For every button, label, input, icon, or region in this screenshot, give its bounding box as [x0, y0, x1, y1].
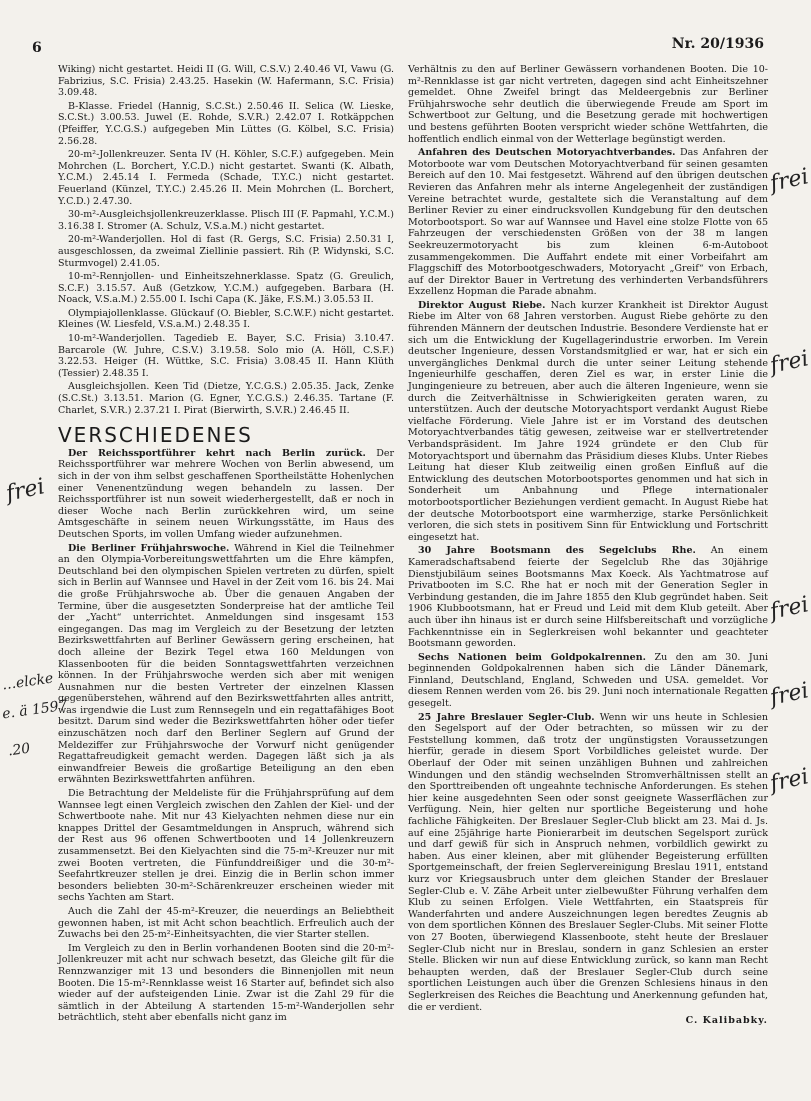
body-paragraph: Auch die Zahl der 45-m²-Kreuzer, die neuerdings an Beliebtheit gewonnen haben, ist mit Acht schon beachtlich. Erfreulich auch der Zuwachs bei den 25-m²-Einheitsyachten, die vier Starter stellen.	[58, 905, 394, 941]
handwritten-note-frei: frei	[767, 164, 811, 197]
article-title: 30 Jahre Bootsmann des Segelclubs Rhe.	[418, 545, 696, 557]
article-paragraph	[408, 300, 768, 543]
result-paragraph: 10-m²-Wanderjollen. Tagedieb E. Bayer, S.C. Frisia) 3.10.47. Barcarole (W. Juhre, C.S.V.) 3.19.58. Solo mio (A. Höll, C.S.F.) 3.22.53. Heiger (H. Wüttke, S.C. Frisia) 3.08.45 II. Hann Klüth (Tessier) 2.48.35 I.	[58, 333, 394, 379]
article-paragraph	[58, 543, 394, 786]
article-body: Der Reichssportführer war mehrere Wochen von Berlin abwesend, um sich in der von ihm selbst geschaffenen Sportheilstätte Hohenlychen einer Venenentzündung wegen behandeln zu lassen. Der Reichssportführer ist nun soweit wiederhergestellt, daß er noch in dieser Woche nach Berlin zurückkehren wird, um seine Amtsgeschäfte in seinem neuen Wirkungsstätte, im Haus des Deutschen Sports, im vollen Umfang wieder aufzunehmen.	[58, 447, 394, 540]
article-body: Das Anfahren der Motorboote war vom Deutschen Motoryachtverband für seinen gesamten Bereich auf den 10. Mai festgesetzt. Während auf den übrigen deutschen Revieren das Anfahren mehr als interne Angelegenheit der zuständigen Vereine betrachtet wurde, gestaltete sich die Veranstaltung auf dem Berliner Revier zu einer eindrucksvollen Kundgebung für den deutschen Motorbootsport. So war auf Wannsee und Havel eine stolze Flotte von 65 Fahrzeugen der verschiedensten Größen von der 38 m langen Seekreuzermotoryacht bis zum kleinen 6-m-Autoboot zusammengekommen. Die Auffahrt endete mit einer Vorbeifahrt am Flaggschiff des Motorbootgeschwaders, Motoryacht „Greif“ von Erbach, auf der Direktor Bauer in Vertretung des verhinderten Verbandsführers Exzellenz Hopman die Parade abnahm.	[408, 147, 768, 298]
article-title: Direktor August Riebe.	[418, 299, 546, 311]
result-paragraph: Ausgleichsjollen. Keen Tid (Dietze, Y.C.G.S.) 2.05.35. Jack, Zenke (S.C.St.) 3.13.51. Marion (G. Egner, Y.C.G.S.) 2.46.35. Tartane (F. Charlet, S.V.R.) 2.37.21 I. Pirat (Bierwirth, S.V.R.) 2.46.45 II.	[58, 381, 394, 416]
article-paragraph	[408, 147, 768, 298]
handwritten-note-ref: e. ä 1597	[1, 697, 69, 723]
issue-number: Nr. 20/1936	[671, 36, 764, 52]
handwritten-note-frei: frei	[767, 592, 811, 625]
handwritten-note-frei: frei	[767, 678, 811, 711]
article-title: Anfahren des Deutschen Motoryachtverbandes.	[418, 147, 676, 159]
article-paragraph	[408, 652, 768, 710]
body-paragraph: Die Betrachtung der Meldeliste für die Frühjahrsprüfung auf dem Wannsee legt einen Vergleich zwischen den Zahlen der Kiel- und der Schwertboote nahe. Mit nur 43 Kielyachten nehmen diese nur ein knappes Drittel der Gesamtmeldungen in Anspruch, während sich der Rest aus 96 offenen Schwertbooten und 14 Jollenkreuzern zusammensetzt. Bei den Kielyachten sind die 75-m²-Kreuzer nur mit zwei Booten vertreten, die Fünfunddreißiger und die 30-m²-Seefahrtkreuzer stellen je drei. Einzig die in Berlin schon immer besonders beliebten 30-m²-Schärenkreuzer erscheinen wieder mit sechs Yachten am Start.	[58, 788, 394, 904]
article-title: Sechs Nationen beim Goldpokalrennen.	[418, 651, 646, 663]
right-column	[408, 64, 768, 1027]
handwritten-note-frei: frei	[767, 346, 811, 379]
result-paragraph: 30-m²-Ausgleichsjollenkreuzerklasse. Plisch III (F. Papmahl, Y.C.M.) 3.16.38 I. Stromer (A. Schulz, V.S.a.M.) nicht gestartet.	[58, 209, 394, 232]
body-paragraph: Im Vergleich zu den in Berlin vorhandenen Booten sind die 20-m²-Jollenkreuzer mit acht nur schwach besetzt, das Gleiche gilt für die Rennzwanziger mit 13 und besonders die Binnenjollen mit neun Booten. Die 15-m²-Rennklasse weist 16 Starter auf, befindet sich also wieder auf der aufsteigenden Linie. Zwar ist die Zahl 29 für die sämtlich in der Abteilung A startenden 15-m²-Wanderjollen sehr beträchtlich, steht aber ebenfalls nicht ganz im	[58, 942, 394, 1024]
result-paragraph: 20-m²-Wanderjollen. Hol di fast (R. Gergs, S.C. Frisia) 2.50.31 I, ausgeschlossen, da zweimal Ziellinie passiert. Rih (P. Widynski, S.C. Sturmvogel) 2.41.05.	[58, 234, 394, 269]
article-body: Zu den am 30. Juni beginnenden Goldpokalrennen haben sich die Länder Dänemark, Finnland, Deutschland, England, Schweden und USA. gemeldet. Vor diesem Rennen werden vom 26. bis 29. Juni noch internationale Regatten gesegelt.	[408, 651, 768, 710]
handwritten-note-margin: …elcke	[1, 670, 55, 694]
article-paragraph	[408, 712, 768, 1013]
article-paragraph	[408, 545, 768, 649]
handwritten-note-frei: frei	[3, 474, 47, 507]
body-paragraph: Verhältnis zu den auf Berliner Gewässern vorhandenen Booten. Die 10-m²-Rennklasse ist gar nicht vertreten, dagegen sind acht Einheitszehner gemeldet. Ohne Zweifel bringt das Meldeergebnis zur Berliner Frühjahrswoche sehr deutlich die überwiegende Freude am Sport im Schwertboot zur Geltung, und die Besetzung gerade mit hochwertigen und bestens geführten Booten verspricht wieder schöne Wettfahrten, die hoffentlich endlich einmal von der Wetterlage begünstigt werden.	[408, 64, 768, 145]
article-title: Der Reichssportführer kehrt nach Berlin zurück.	[68, 447, 366, 459]
handwritten-note-num: .20	[6, 740, 32, 760]
article-body: Nach kurzer Krankheit ist Direktor August Riebe im Alter von 68 Jahren verstorben. August Riebe gehörte zu den führenden Männern der deutschen Industrie. Besondere Verdienste hat er sich um die Entwicklung der Kugellagerindustrie erworben. Im Verein deutscher Ingenieure, dessen Vorstandsmitglied er war, hat er sich ein unvergängliches Denkmal durch die unter seiner Leitung stehende Ingenieurhilfe geschaffen, deren Ziel es war, in erster Linie die Jungingenieure zu betreuen, aber auch die älteren Ingenieure, wenn sie durch die Zeitverhältnisse in Schwierigkeiten geraten waren, zu unterstützen. Auch der deutsche Motoryachtsport verdankt August Riebe vielfache Förderung. Viele Jahre ist er im Vorstand des deutschen Motoryachtverbandes tätig gewesen, zeitweise war er stellvertretender Verbandspräsident. Im Jahre 1924 gründete er den Club für Motoryachtsport und übernahm das Präsidium dieses Klubs. Unter Riebes Leitung hat dieser Klub zeitweilig einen großen Einfluß auf die Entwicklung des deutschen Motorbootsportes genommen und hat sich in Sonderheit um Anbahnung und Pflege internationaler motorbootsportlicher Beziehungen verdient gemacht. In August Riebe hat der deutsche Motorbootsport eine warmherzige, starke Persönlichkeit verloren, die sich stets in positivem Sinn für Entwicklung und Fortschritt eingesetzt hat.	[408, 299, 768, 543]
article-body: An einem Kameradschaftsabend feierte der Segelclub Rhe das 30jährige Dienstjubiläum seines Bootsmanns Max Koeck. Als Yachtmatrose auf Privatbooten im S.C. Rhe hat er noch mit der Generation Segler in Verbindung gestanden, die im Jahre 1855 den Klub gegründet haben. Seit 1906 Klubbootsmann, hat er Freud und Leid mit dem Klub geteilt. Aber auch über ihn hinaus ist er durch seine Hilfsbereitschaft und vorzügliche Fachkenntnisse ein in Seglerkreisen wohl bekannter und geachteter Bootsmann geworden.	[408, 545, 768, 650]
result-paragraph: Olympiajollenklasse. Glückauf (O. Biebler, S.C.W.F.) nicht gestartet. Kleines (W. Liesfeld, V.S.a.M.) 2.48.35 I.	[58, 307, 394, 331]
article-title: 25 Jahre Breslauer Segler-Club.	[418, 711, 595, 723]
result-paragraph: 20-m²-Jollenkreuzer. Senta IV (H. Köhler, S.C.F.) aufgegeben. Mein Mohrchen (L. Borchert, Y.C.D.) nicht gestartet. Swanti (K. Albath, Y.C.M.) 2.45.14 I. Fermeda (Schade, T.Y.C.) nicht gestartet. Feuerland (Künzel, T.Y.C.) 2.45.26 II. Mein Mohrchen (L. Borchert, Y.C.D.) 2.47.30.	[58, 149, 394, 207]
section-heading: VERSCHIEDENES	[58, 423, 253, 448]
article-body: Während in Kiel die Teilnehmer an den Olympia-Vorbereitungswettfahrten um die Ehre kämpfen, Deutschland bei den olympischen Spielen vertreten zu dürfen, spielt sich in Berlin auf Wannsee und Havel in der Zeit vom 16. bis 24. Mai die große Frühjahrswoche ab. Über die genauen Angaben der Termine, über die ausgesetzten Sonderpreise hat der amtliche Teil der „Yacht“ unterrichtet. Anmeldungen sind insgesamt 153 eingegangen. Das mag im Vergleich zu der Besetzung der letzten Bezirkswettfahrten auf Berliner Gewässern gering erscheinen, hat doch alleine der Bezirk Tegel etwa 160 Meldungen von Klassenbooten für die beiden Sonntagswettfahrten verzeichnen können. In der Frühjahrswoche werden sich aber mit wenigen Ausnahmen nur die besten Vertreter der einzelnen Klassen gegenüberstehen, während auf den Bezirkswettfahrten alles antritt, was irgendwie die Lust zum Rennsegeln und ein regattafähiges Boot besitzt. Darum sind weder die Bezirkswettfahrten höher oder tiefer einzuschätzen noch darf den Berliner Seglern auf Grund der Meldeziffer zur Frühjahrswoche der Vorwurf nicht genügender Regattafreudigkeit gemacht werden. Dagegen läßt sich ja als einwandfreier Beweis die großartige Beteiligung an den eben erwähnten Bezirkswettfahrten anführen.	[58, 542, 394, 786]
article-title: Die Berliner Frühjahrswoche.	[68, 542, 230, 554]
article-paragraph	[58, 448, 394, 541]
result-paragraph: Wiking) nicht gestartet. Heidi II (G. Will, C.S.V.) 2.40.46 VI, Vawu (G. Fabrizius, S.C. Frisia) 2.43.25. Hasekin (W. Hafermann, S.C. Frisia) 3.09.48.	[58, 64, 394, 99]
left-column	[58, 64, 394, 1026]
handwritten-note-frei: frei	[767, 764, 811, 797]
result-paragraph: 10-m²-Rennjollen- und Einheitszehnerklasse. Spatz (G. Greulich, S.C.F.) 3.15.57. Auß (Getzkow, Y.C.M.) aufgegeben. Barbara (H. Noack, V.S.a.M.) 2.55.00 I. Ischi Capa (K. Jäke, F.S.M.) 3.05.53 II.	[58, 271, 394, 306]
author-signature: C. Kalibabky.	[685, 1015, 768, 1027]
page-number: 6	[32, 40, 42, 56]
result-paragraph: B-Klasse. Friedel (Hannig, S.C.St.) 2.50.46 II. Selica (W. Lieske, S.C.St.) 3.00.53. Juwel (E. Rohde, S.V.R.) 2.42.07 I. Rotkäppchen (Pfeiffer, Y.C.G.S.) aufgegeben Min Lüttes (G. Kölbel, S.C. Frisia) 2.56.28.	[58, 100, 394, 147]
article-body: Wenn wir uns heute in Schlesien den Segelsport auf der Oder betrachten, so müssen wir zu der Feststellung kommen, daß trotz der ungünstigsten Voraussetzungen hierfür, gerade in diesem Sport Vorbildliches geleistet wurde. Der Oberlauf der Oder mit seinen unzähligen Buhnen und zahlreichen Windungen und den ständig wechselnden Stromverhältnissen stellt an den Sporttreibenden oft ungeahnte technische Anforderungen. Es stehen hier keine ausgedehnten Seen oder sonst geeignete Wasserflächen zur Verfügung. Nein, hier gelten nur sportliche Begeisterung und hohe fachliche Fähigkeiten. Der Breslauer Segler-Club blickt am 23. Mai d. Js. auf eine 25jährige harte Pionierarbeit im deutschen Segelsport zurück und darf gewiß für sich in Anspruch nehmen, vorbildlich gewirkt zu haben. Aus einer kleinen, aber mit glühender Begeisterung erfüllten Sportgemeinschaft, der freien Seglervereinigung Breslau 1911, entstand kurz vor Kriegsausbruch unter dem gleichen Stander der Breslauer Segler-Club e. V. Zähe Arbeit unter zielbewußter Führung verhalfen dem Klub zu seinen Erfolgen. Viele Wettfahrten, ein Staatspreis für Wanderfahrten und andere Auszeichnungen legen beredtes Zeugnis ab von dem sportlichen Können des Breslauer Segler-Clubs. Mit seiner Flotte von 27 Booten, überwiegend Klassenboote, steht heute der Breslauer Segler-Club nicht nur in Breslau, sondern in ganz Schlesien an erster Stelle. Blicken wir nun auf diese Entwicklung zurück, so kann man Recht behaupten werden, daß der Breslauer Segler-Club durch seine sportlichen Leistungen auch über die Grenzen Schlesiens hinaus in den Seglerkreisen des Reiches die Beachtung und Anerkennung gefunden hat, die er verdient.	[408, 711, 768, 1013]
